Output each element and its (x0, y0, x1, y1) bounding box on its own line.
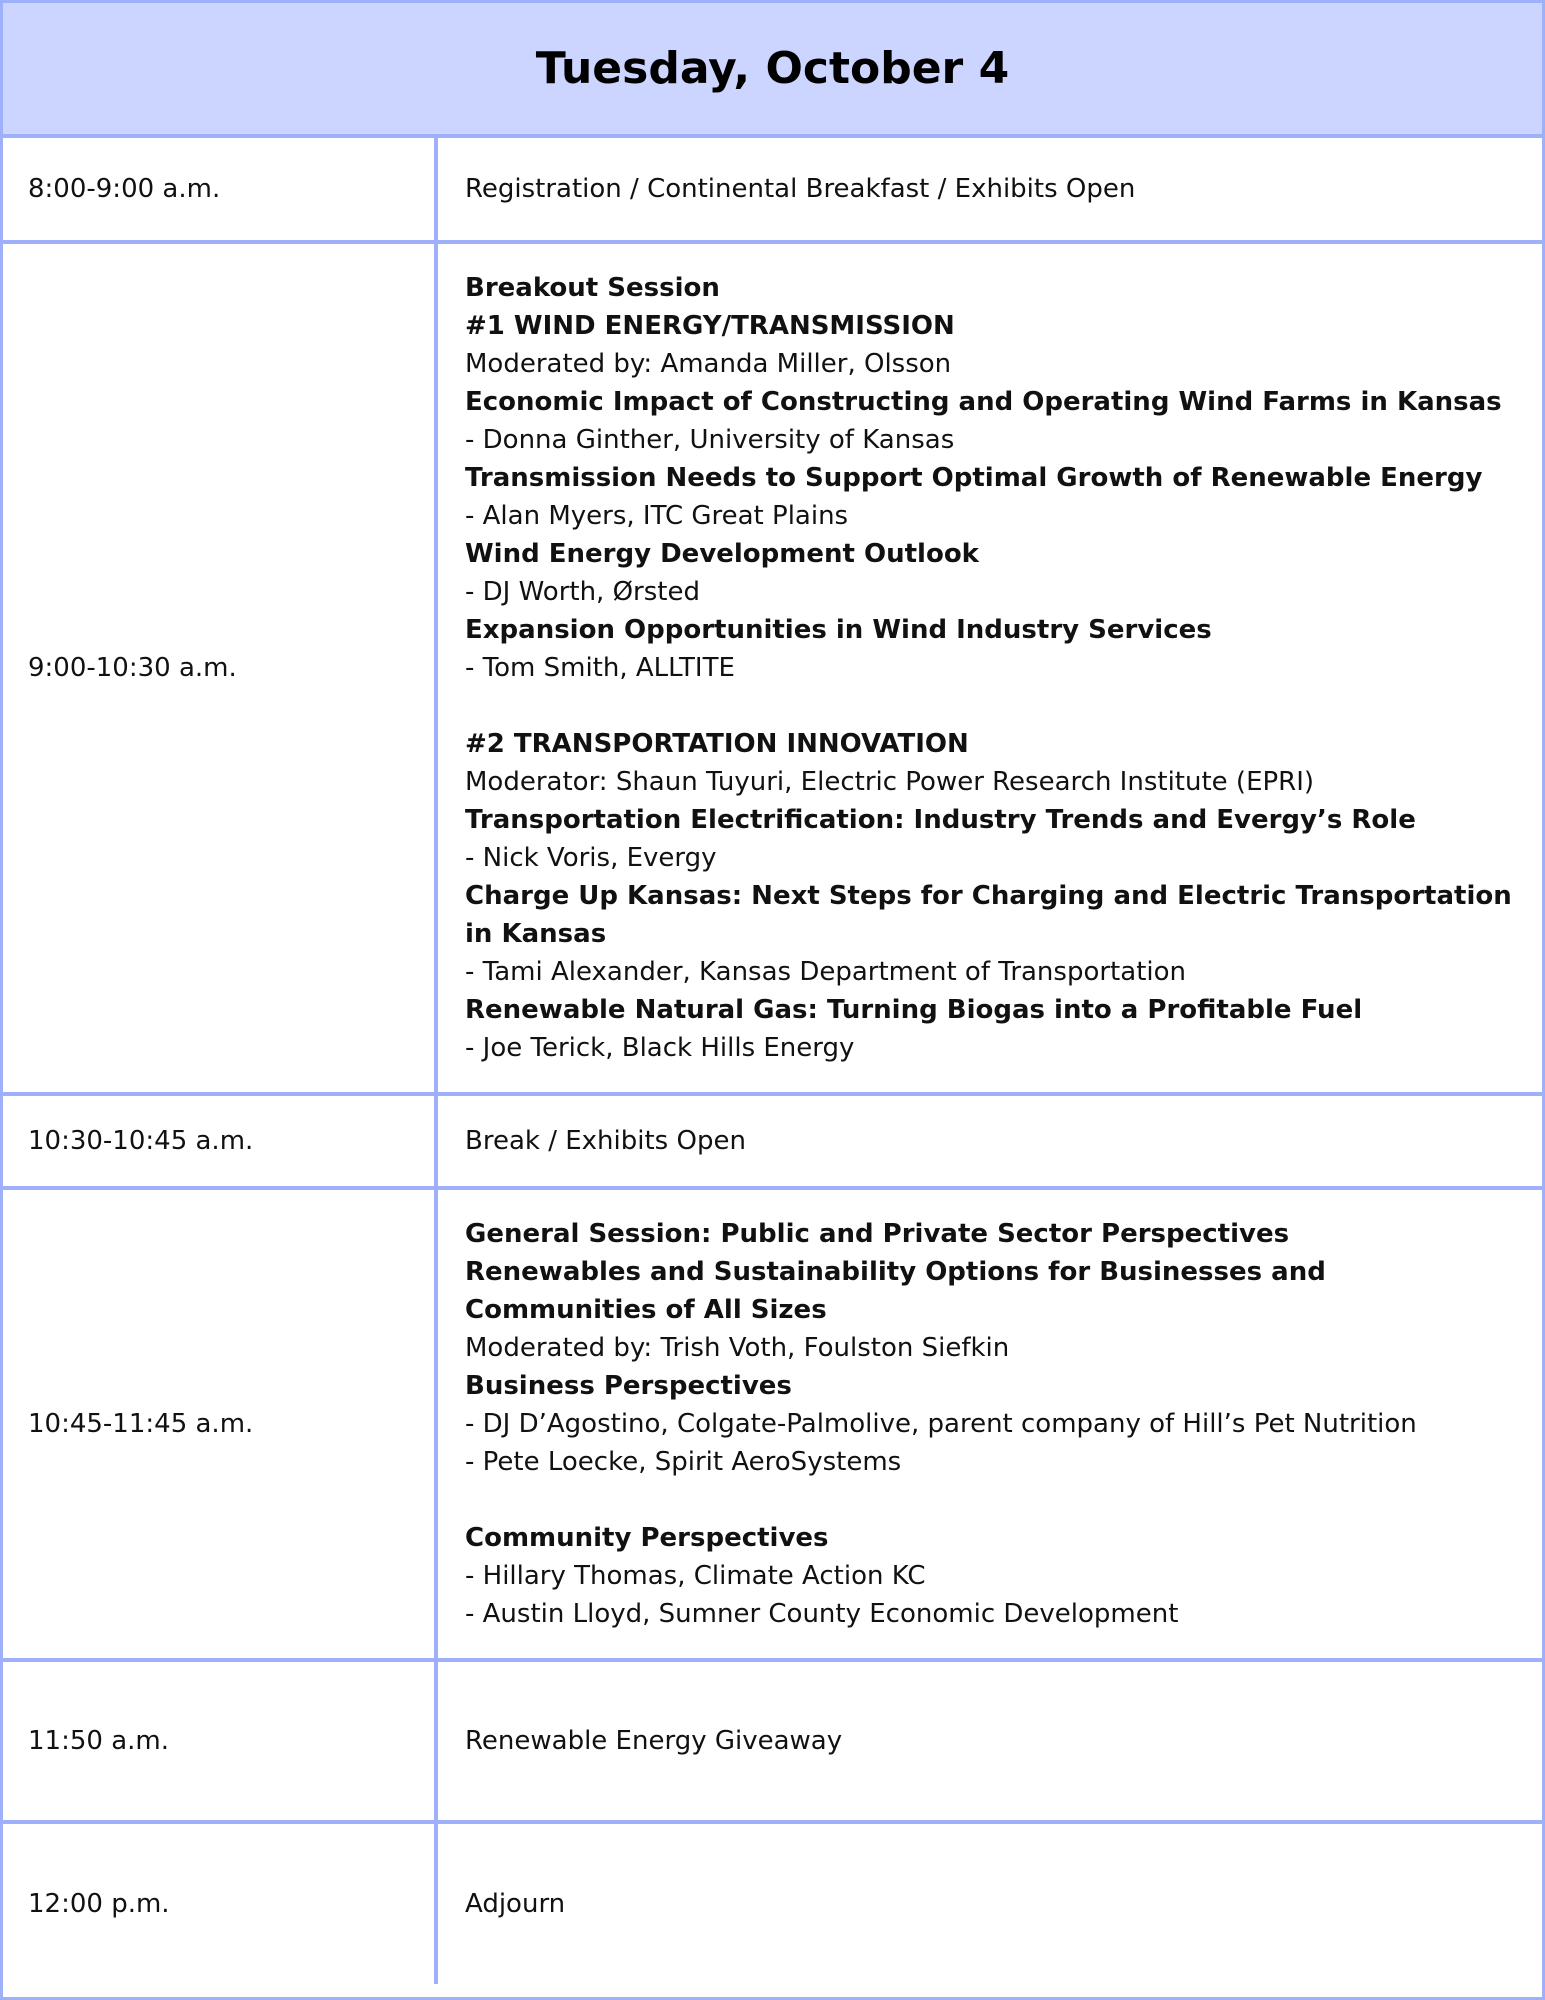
session-heading: #1 WIND ENERGY/TRANSMISSION (465, 311, 955, 341)
session-detail: Moderated by: Trish Voth, Foulston Siefkin (465, 1333, 1010, 1363)
session-cell (438, 1824, 1542, 1984)
session-detail: - Tom Smith, ALLTITE (465, 653, 735, 683)
session-detail: Registration / Continental Breakfast / Exhibits Open (465, 174, 1136, 204)
schedule-row (3, 244, 1542, 1096)
session-heading: Economic Impact of Constructing and Operating Wind Farms in Kansas (465, 387, 1502, 417)
session-heading: Community Perspectives (465, 1523, 829, 1553)
session-cell (438, 1662, 1542, 1820)
schedule-rows (3, 138, 1542, 1984)
spacer (465, 1481, 1512, 1519)
session-detail: Adjourn (465, 1889, 566, 1919)
page-title: Tuesday, October 4 (535, 43, 1010, 94)
session-cell (438, 138, 1542, 240)
schedule-row (3, 1662, 1542, 1824)
session-heading: Wind Energy Development Outlook (465, 539, 979, 569)
schedule-header (3, 3, 1542, 138)
time-cell: 10:45-11:45 a.m. (3, 1190, 438, 1658)
session-detail: Renewable Energy Giveaway (465, 1726, 843, 1756)
session-detail: - Austin Lloyd, Sumner County Economic Development (465, 1599, 1179, 1629)
session-heading: Transportation Electrification: Industry Trends and Evergy’s Role (465, 805, 1416, 835)
session-heading: Renewables and Sustainability Options for Businesses and Communities of All Sizes (465, 1257, 1326, 1325)
session-cell (438, 244, 1542, 1092)
session-detail: Moderated by: Amanda Miller, Olsson (465, 349, 952, 379)
session-cell (438, 1190, 1542, 1658)
time-cell: 12:00 p.m. (3, 1824, 438, 1984)
session-detail: - Joe Terick, Black Hills Energy (465, 1033, 855, 1063)
session-heading: #2 TRANSPORTATION INNOVATION (465, 729, 969, 759)
spacer (465, 687, 1512, 725)
schedule-row (3, 138, 1542, 244)
session-detail: - Nick Voris, Evergy (465, 843, 717, 873)
session-cell (438, 1096, 1542, 1186)
schedule-row (3, 1190, 1542, 1662)
session-heading: Charge Up Kansas: Next Steps for Charging and Electric Transportation in Kansas (465, 881, 1512, 949)
time-cell: 9:00-10:30 a.m. (3, 244, 438, 1092)
schedule-row (3, 1096, 1542, 1190)
time-cell: 10:30-10:45 a.m. (3, 1096, 438, 1186)
schedule-row (3, 1824, 1542, 1984)
session-detail: - DJ Worth, Ørsted (465, 577, 700, 607)
session-detail: Break / Exhibits Open (465, 1126, 746, 1156)
session-heading: Expansion Opportunities in Wind Industry Services (465, 615, 1212, 645)
session-heading: General Session: Public and Private Sector Perspectives (465, 1219, 1290, 1249)
session-detail: - Hillary Thomas, Climate Action KC (465, 1561, 926, 1591)
session-detail: - Tami Alexander, Kansas Department of Transportation (465, 957, 1186, 987)
session-detail: Moderator: Shaun Tuyuri, Electric Power Research Institute (EPRI) (465, 767, 1315, 797)
session-heading: Business Perspectives (465, 1371, 792, 1401)
session-heading: Transmission Needs to Support Optimal Growth of Renewable Energy (465, 463, 1483, 493)
session-detail: - Donna Ginther, University of Kansas (465, 425, 955, 455)
session-detail: - Pete Loecke, Spirit AeroSystems (465, 1447, 902, 1477)
time-cell: 11:50 a.m. (3, 1662, 438, 1820)
session-heading: Renewable Natural Gas: Turning Biogas into a Profitable Fuel (465, 995, 1363, 1025)
session-heading: Breakout Session (465, 273, 720, 303)
session-detail: - Alan Myers, ITC Great Plains (465, 501, 849, 531)
session-detail: - DJ D’Agostino, Colgate-Palmolive, parent company of Hill’s Pet Nutrition (465, 1409, 1417, 1439)
time-cell: 8:00-9:00 a.m. (3, 138, 438, 240)
